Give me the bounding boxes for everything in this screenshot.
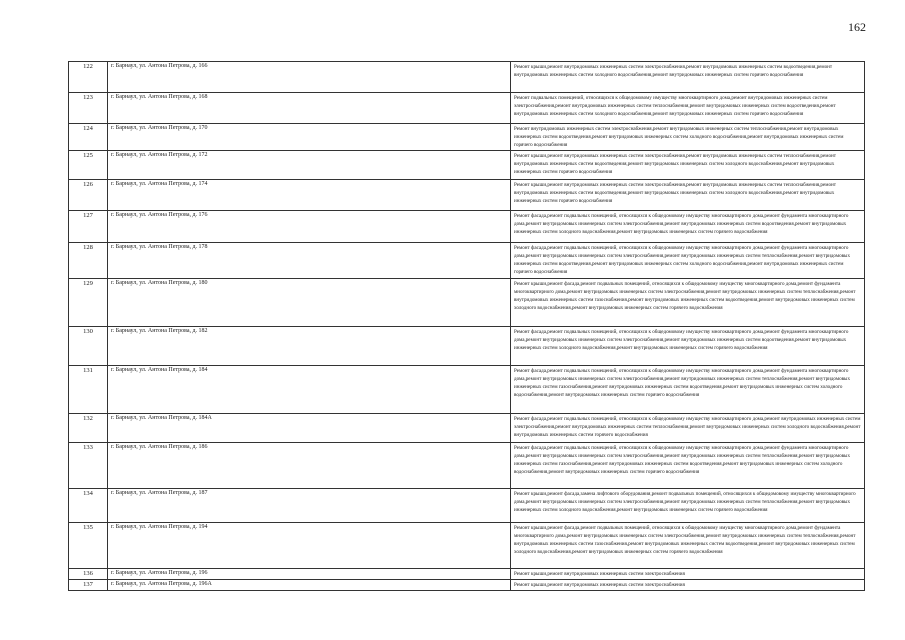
row-address: г. Барнаул, ул. Антона Петрова, д. 170 [108, 124, 511, 151]
row-address: г. Барнаул, ул. Антона Петрова, д. 166 [108, 62, 511, 93]
row-work-list: Ремонт фасада,ремонт подвальных помещений, относящихся к общедомовому имуществу многоквартирного дома,ремонт фундамента многоквартирного дома,ремонт внутридомовых инженерных систем электроснабжения,ремонт внутридомовых инженерных систем водоотведения,ремонт внутридомовых инженерных систем холодного водоснабжения,ремонт внутридомовых инженерных систем горячего водоснабжения [511, 327, 865, 366]
row-number: 130 [69, 327, 108, 366]
row-address: г. Барнаул, ул. Антона Петрова, д. 186 [108, 443, 511, 489]
table-row [69, 243, 865, 279]
row-number: 126 [69, 180, 108, 211]
row-address: г. Барнаул, ул. Антона Петрова, д. 182 [108, 327, 511, 366]
row-number: 131 [69, 366, 108, 414]
row-work-list: Ремонт фасада,ремонт подвальных помещений, относящихся к общедомовому имуществу многоквартирного дома,ремонт фундамента многоквартирного дома,ремонт внутридомовых инженерных систем электроснабжения,ремонт внутридомовых инженерных систем теплоснабжения,ремонт внутридомовых инженерных систем газоснабжения,ремонт внутридомовых инженерных систем водоотведения,ремонт внутридомовых инженерных систем холодного водоснабжения,ремонт внутридомовых инженерных систем горячего водоснабжения [511, 443, 865, 489]
row-work-list: Ремонт крыши,ремонт внутридомовых инженерных систем электроснабжения [511, 580, 865, 591]
table-row [69, 279, 865, 327]
table-row [69, 327, 865, 366]
table-row [69, 443, 865, 489]
table-row [69, 523, 865, 569]
row-work-list: Ремонт крыши,ремонт внутридомовых инженерных систем электроснабжения [511, 569, 865, 580]
row-number: 137 [69, 580, 108, 591]
row-work-list: Ремонт крыши,ремонт фасада,замена лифтового оборудования,ремонт подвальных помещений, относящихся к общедомовому имуществу многоквартирного дома,ремонт внутридомовых инженерных систем электроснабжения,ремонт внутридомовых инженерных систем теплоснабжения,ремонт внутридомовых инженерных систем холодного водоснабжения,ремонт внутридомовых инженерных систем горячего водоснабжения [511, 489, 865, 523]
row-number: 122 [69, 62, 108, 93]
table-row [69, 569, 865, 580]
row-work-list: Ремонт крыши,ремонт фасада,ремонт подвальных помещений, относящихся к общедомовому имуществу многоквартирного дома,ремонт фундамента многоквартирного дома,ремонт внутридомовых инженерных систем электроснабжения,ремонт внутридомовых инженерных систем теплоснабжения,ремонт внутридомовых инженерных систем газоснабжения,ремонт внутридомовых инженерных систем водоотведения,ремонт внутридомовых инженерных систем холодного водоснабжения,ремонт внутридомовых инженерных систем горячего водоснабжения [511, 523, 865, 569]
row-address: г. Барнаул, ул. Антона Петрова, д. 184А [108, 414, 511, 443]
row-number: 133 [69, 443, 108, 489]
row-address: г. Барнаул, ул. Антона Петрова, д. 196 [108, 569, 511, 580]
row-work-list: Ремонт фасада,ремонт подвальных помещений, относящихся к общедомовому имуществу многоквартирного дома,ремонт фундамента многоквартирного дома,ремонт внутридомовых инженерных систем электроснабжения,ремонт внутридомовых инженерных систем теплоснабжения,ремонт внутридомовых инженерных систем газоснабжения,ремонт внутридомовых инженерных систем водоотведения,ремонт внутридомовых инженерных систем холодного водоснабжения,ремонт внутридомовых инженерных систем горячего водоснабжения [511, 366, 865, 414]
page-number: 162 [848, 20, 866, 34]
table-row [69, 151, 865, 180]
row-address: г. Барнаул, ул. Антона Петрова, д. 194 [108, 523, 511, 569]
row-work-list: Ремонт внутридомовых инженерных систем электроснабжения,ремонт внутридомовых инженерных систем теплоснабжения,ремонт внутридомовых инженерных систем водоотведения,ремонт внутридомовых инженерных систем холодного водоснабжения,ремонт внутридомовых инженерных систем горячего водоснабжения [511, 124, 865, 151]
row-work-list: Ремонт фасада,ремонт подвальных помещений, относящихся к общедомовому имуществу многоквартирного дома,ремонт фундамента многоквартирного дома,ремонт внутридомовых инженерных систем электроснабжения,ремонт внутридомовых инженерных систем водоотведения,ремонт внутридомовых инженерных систем холодного водоснабжения,ремонт внутридомовых инженерных систем горячего водоснабжения [511, 211, 865, 243]
row-address: г. Барнаул, ул. Антона Петрова, д. 168 [108, 93, 511, 124]
row-address: г. Барнаул, ул. Антона Петрова, д. 180 [108, 279, 511, 327]
row-number: 132 [69, 414, 108, 443]
table-row [69, 580, 865, 591]
table-row [69, 180, 865, 211]
table-row [69, 211, 865, 243]
row-number: 127 [69, 211, 108, 243]
row-work-list: Ремонт фасада,ремонт подвальных помещений, относящихся к общедомовому имуществу многоквартирного дома,ремонт фундамента многоквартирного дома,ремонт внутридомовых инженерных систем электроснабжения,ремонт внутридомовых инженерных систем теплоснабжения,ремонт внутридомовых инженерных систем водоотведения,ремонт внутридомовых инженерных систем холодного водоснабжения,ремонт внутридомовых инженерных систем горячего водоснабжения [511, 243, 865, 279]
row-work-list: Ремонт крыши,ремонт внутридомовых инженерных систем электроснабжения,ремонт внутридомовых инженерных систем водоотведения,ремонт внутридомовых инженерных систем холодного водоснабжения,ремонт внутридомовых инженерных систем горячего водоснабжения [511, 62, 865, 93]
table-row [69, 62, 865, 93]
row-number: 134 [69, 489, 108, 523]
row-address: г. Барнаул, ул. Антона Петрова, д. 174 [108, 180, 511, 211]
row-address: г. Барнаул, ул. Антона Петрова, д. 184 [108, 366, 511, 414]
table-body [69, 62, 865, 591]
row-address: г. Барнаул, ул. Антона Петрова, д. 187 [108, 489, 511, 523]
row-number: 136 [69, 569, 108, 580]
row-address: г. Барнаул, ул. Антона Петрова, д. 176 [108, 211, 511, 243]
repair-register-table [68, 61, 865, 591]
row-number: 123 [69, 93, 108, 124]
row-number: 129 [69, 279, 108, 327]
row-number: 128 [69, 243, 108, 279]
table-row [69, 124, 865, 151]
table-row [69, 93, 865, 124]
row-address: г. Барнаул, ул. Антона Петрова, д. 172 [108, 151, 511, 180]
row-address: г. Барнаул, ул. Антона Петрова, д. 196А [108, 580, 511, 591]
table-row [69, 489, 865, 523]
row-work-list: Ремонт крыши,ремонт внутридомовых инженерных систем электроснабжения,ремонт внутридомовых инженерных систем теплоснабжения,ремонт внутридомовых инженерных систем водоотведения,ремонт внутридомовых инженерных систем холодного водоснабжения,ремонт внутридомовых инженерных систем горячего водоснабжения [511, 151, 865, 180]
row-number: 125 [69, 151, 108, 180]
row-number: 124 [69, 124, 108, 151]
row-work-list: Ремонт крыши,ремонт внутридомовых инженерных систем электроснабжения,ремонт внутридомовых инженерных систем теплоснабжения,ремонт внутридомовых инженерных систем водоотведения,ремонт внутридомовых инженерных систем холодного водоснабжения,ремонт внутридомовых инженерных систем горячего водоснабжения [511, 180, 865, 211]
table-row [69, 366, 865, 414]
row-work-list: Ремонт крыши,ремонт фасада,ремонт подвальных помещений, относящихся к общедомовому имуществу многоквартирного дома,ремонт фундамента многоквартирного дома,ремонт внутридомовых инженерных систем электроснабжения,ремонт внутридомовых инженерных систем теплоснабжения,ремонт внутридомовых инженерных систем газоснабжения,ремонт внутридомовых инженерных систем водоотведения,ремонт внутридомовых инженерных систем холодного водоснабжения,ремонт внутридомовых инженерных систем горячего водоснабжения [511, 279, 865, 327]
row-work-list: Ремонт подвальных помещений, относящихся к общедомовому имуществу многоквартирного дома,ремонт внутридомовых инженерных систем электроснабжения,ремонт внутридомовых инженерных систем теплоснабжения,ремонт внутридомовых инженерных систем водоотведения,ремонт внутридомовых инженерных систем холодного водоснабжения,ремонт внутридомовых инженерных систем горячего водоснабжения [511, 93, 865, 124]
table-row [69, 414, 865, 443]
row-number: 135 [69, 523, 108, 569]
row-work-list: Ремонт фасада,ремонт подвальных помещений, относящихся к общедомовому имуществу многоквартирного дома,ремонт внутридомовых инженерных систем электроснабжения,ремонт внутридомовых инженерных систем теплоснабжения,ремонт внутридомовых инженерных систем холодного водоснабжения,ремонт внутридомовых инженерных систем горячего водоснабжения [511, 414, 865, 443]
row-address: г. Барнаул, ул. Антона Петрова, д. 178 [108, 243, 511, 279]
